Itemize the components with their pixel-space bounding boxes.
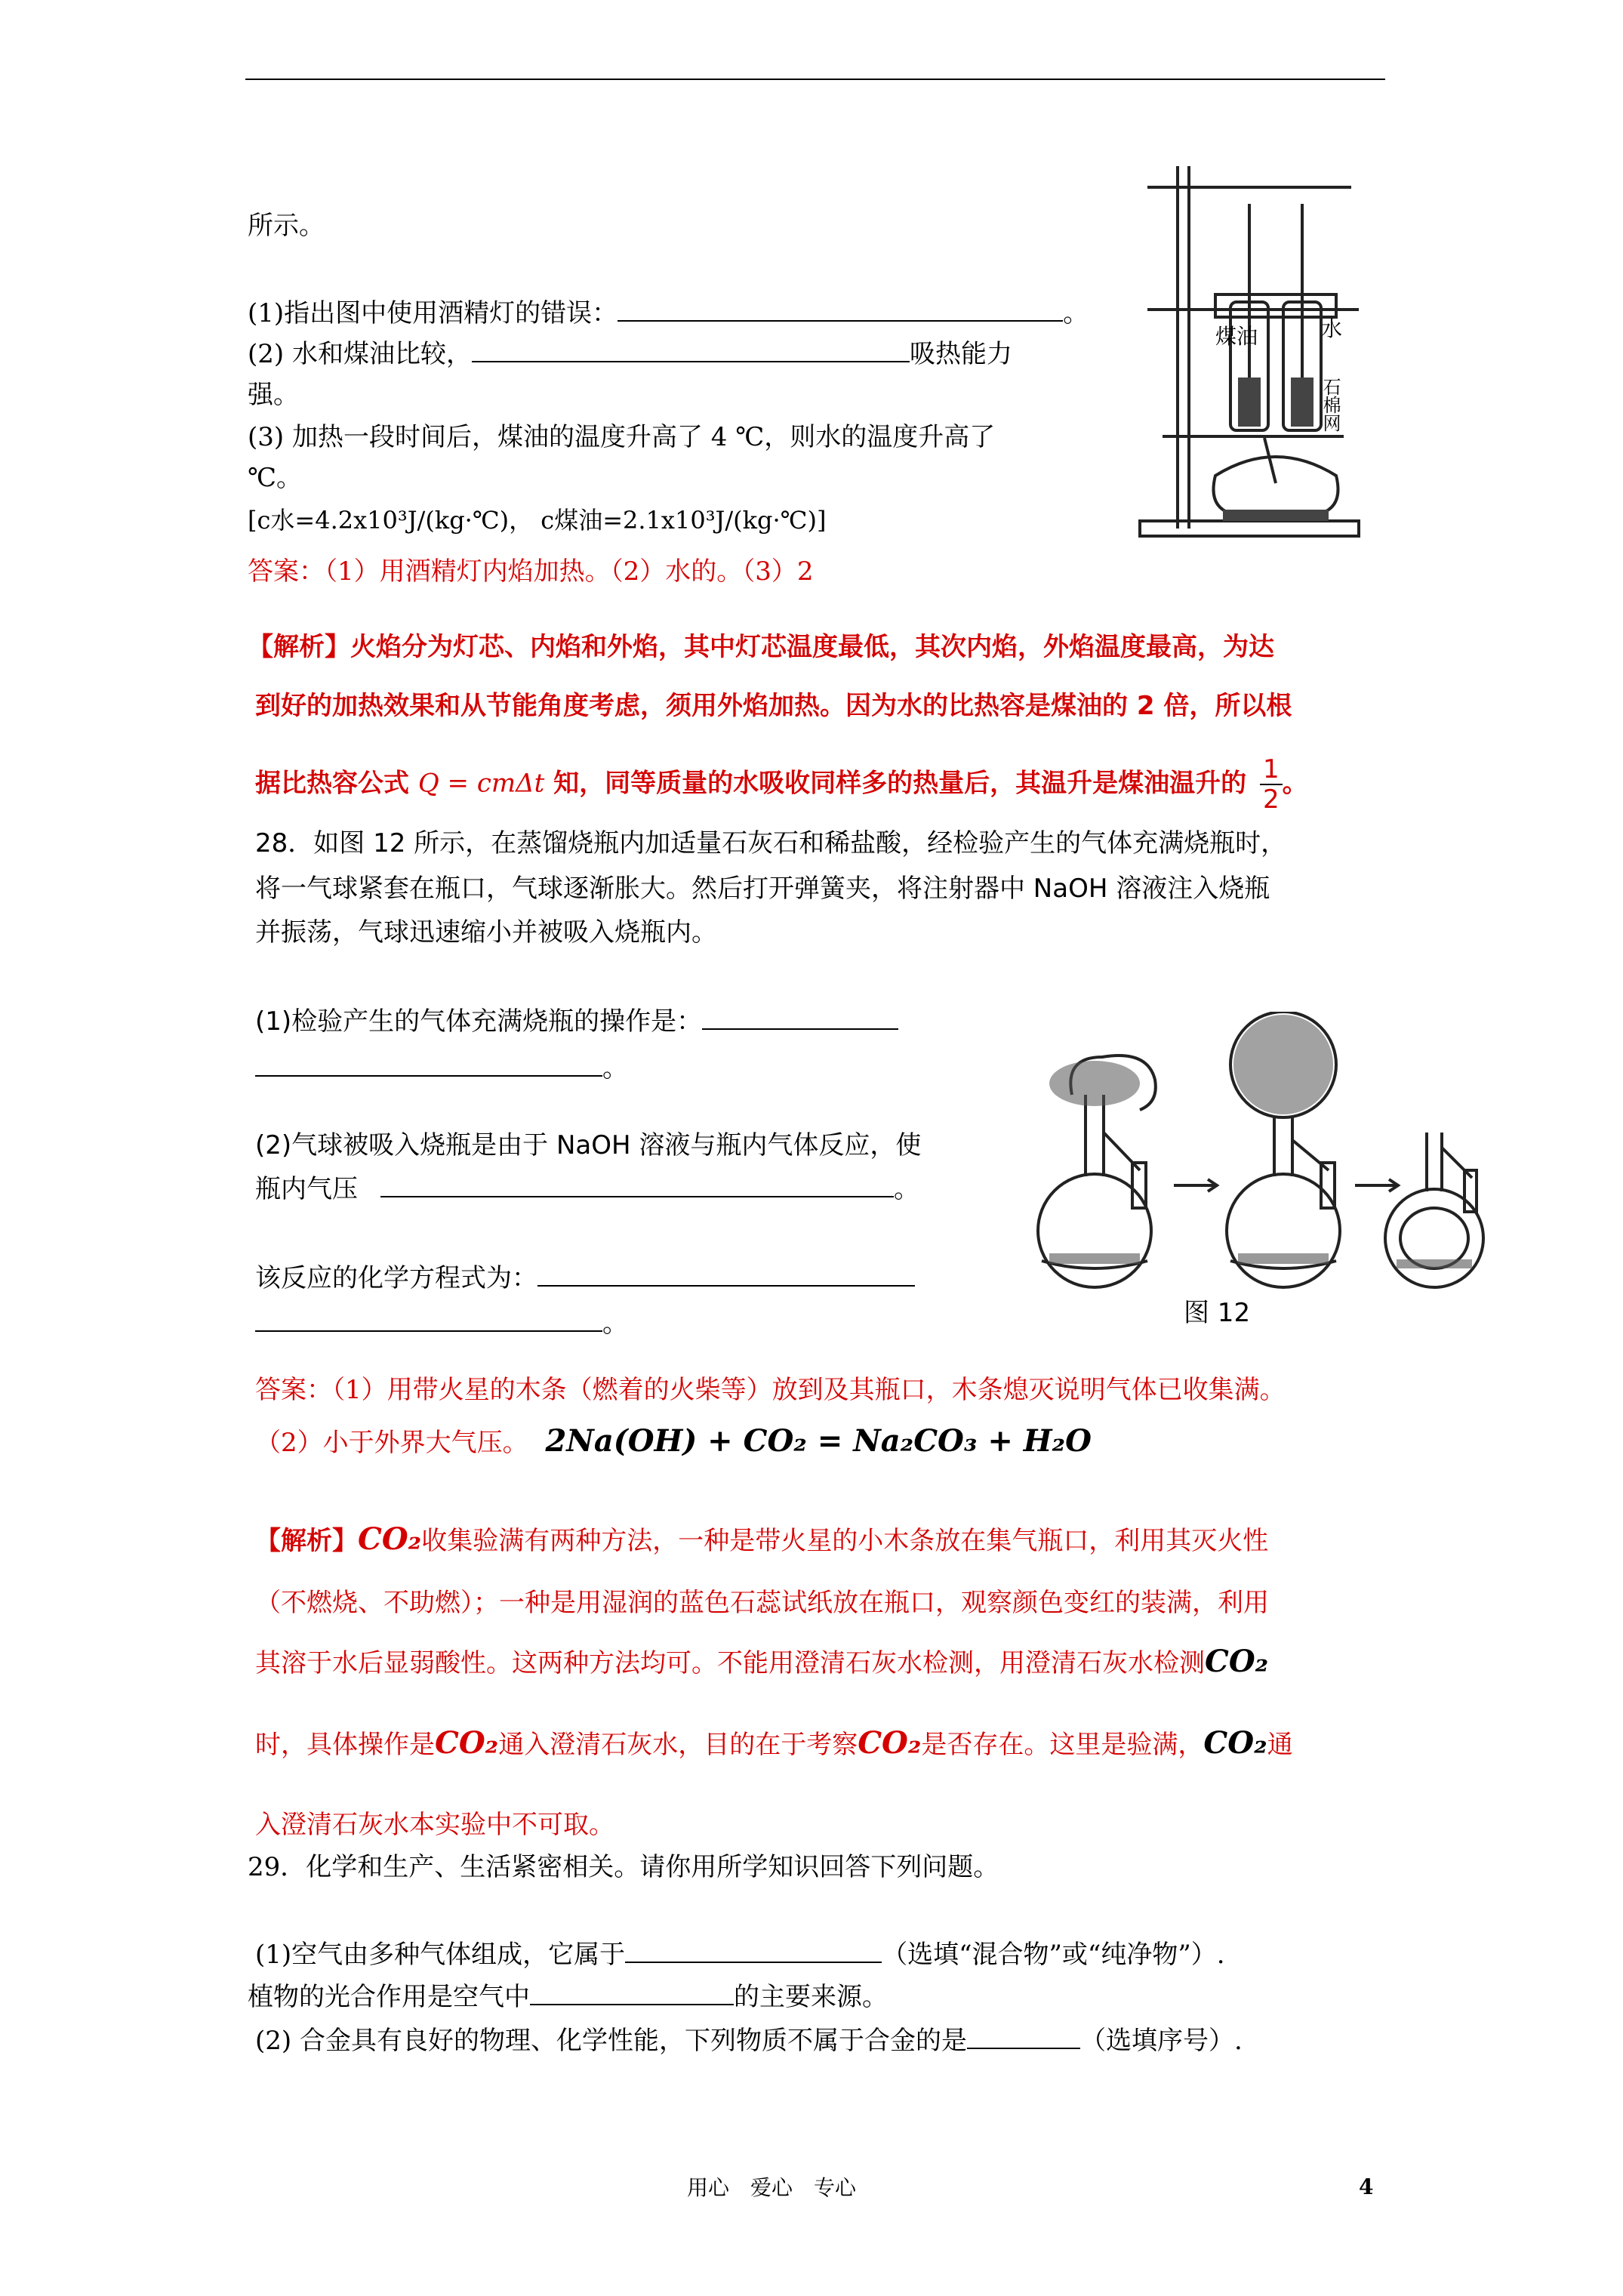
q28-q3 [255,1261,915,1296]
q27-q1-text: (1)指出图中使用酒精灯的错误： [248,298,618,328]
q28-analysis-l4c: 是否存在。这里是验满， [921,1730,1204,1760]
q27-q3: (3) 加热一段时间后，煤油的温度升高了 4 ℃，则水的温度升高了 [248,422,996,452]
q28-q1-text: (1)检验产生的气体充满烧瓶的操作是： [255,1006,703,1037]
q28-q1-blank-a[interactable] [702,1006,898,1030]
q28-co2-b: CO₂ [1205,1644,1269,1679]
q27-analysis-l1: 【解析】火焰分为灯芯、内焰和外焰，其中灯芯温度最低，其次内焰，外焰温度最高，为达 [248,632,1274,662]
q28-q2-l1: (2)气球被吸入烧瓶是由于 NaOH 溶液与瓶内气体反应，使 [255,1130,922,1160]
q28-analysis-tag: 【解析】 [255,1526,358,1556]
q27-q3-cont: ℃。 [248,463,303,493]
q28-equation: 2Na(OH) + CO₂ = Na₂CO₃ + H₂O [545,1423,1092,1459]
q27-frac-den: 2 [1263,784,1280,815]
q28-analysis-l4b: 通入澄清石灰水，目的在于考察 [498,1730,858,1760]
q28-co2-c: CO₂ [435,1725,499,1761]
q27-fig-gauze: 石棉网 [1320,378,1341,432]
q27-q2-cont: 强。 [248,380,299,410]
q28-analysis-l2: （不燃烧、不助燃）；一种是用湿润的蓝色石蕊试纸放在瓶口，观察颜色变红的装满，利用 [255,1588,1269,1618]
q28-analysis-l4d: 通 [1267,1730,1293,1760]
q27-q1 [248,296,1089,331]
q28-co2-e: CO₂ [1203,1725,1267,1761]
q28-q2-text: 瓶内气压 [255,1174,358,1204]
q28-q1-cont [255,1051,628,1086]
q27-q2 [248,337,1012,371]
q28-analysis-l5: 入澄清石灰水本实验中不可取。 [255,1810,614,1840]
q28-q3-blank-b[interactable] [255,1308,602,1332]
q28-answer-l2-text: （2）小于外界大气压。 [255,1428,528,1458]
q28-q2-blank[interactable] [380,1173,894,1197]
q27-line0: 所示。 [248,211,325,241]
q27-analysis-l3a: 据比热容公式 [255,768,409,799]
q28-co2-a: CO₂ [358,1521,422,1557]
q28-answer-l1: 答案：（1）用带火星的木条（燃着的火柴等）放到及其瓶口，木条熄灭说明气体已收集满。 [255,1375,1286,1405]
q29-q1-b: （选填“混合物”或“纯净物”）. [882,1940,1225,1970]
footer-motto: 用心 爱心 专心 [687,2175,857,2200]
q29-q1-a: (1)空气由多种气体组成，它属于 [255,1940,626,1970]
q27-apparatus-figure [1132,151,1374,544]
q27-fraction [1260,755,1283,814]
q27-fig-kerosene: 煤油 [1215,324,1258,349]
q27-analysis-l3 [255,755,1308,814]
q29-q1-l2 [248,1980,888,2014]
q29-q1-l1 [255,1937,1225,1972]
q28-q1 [255,1004,898,1039]
q29-q2-blank[interactable] [967,2025,1080,2049]
q27-analysis-l3b: 知，同等质量的水吸收同样多的热量后，其温升是煤油温升的 [553,768,1247,799]
q27-fig-water: 水 [1321,316,1343,341]
header-rule [245,79,1385,80]
q27-q1-blank[interactable] [617,297,1063,322]
q28-analysis-l4a: 时，具体操作是 [255,1730,435,1760]
q27-analysis-l2: 到好的加热效果和从节能角度考虑，须用外焰加热。因为水的比热容是煤油的 2 倍，所以根 [255,691,1292,721]
q28-figure-12 [1012,1012,1495,1344]
q28-q2-l2 [255,1172,919,1207]
q28-answer-l2 [255,1424,1092,1460]
q29-q2-b: （选填序号）. [1079,2026,1243,2056]
q28-q2-end: 。 [894,1174,919,1204]
page-number: 4 [1359,2174,1374,2199]
q29-intro: 29．化学和生产、生活紧密相关。请你用所学知识回答下列问题。 [248,1852,999,1882]
q28-analysis-l4 [255,1726,1293,1762]
q28-figure-caption: 图 12 [1184,1298,1251,1328]
q28-co2-d: CO₂ [858,1725,922,1761]
q29-q2 [255,2023,1243,2058]
q28-q3-text: 该反应的化学方程式为： [255,1263,537,1293]
q28-intro-l2: 将一气球紧套在瓶口，气球逐渐胀大。然后打开弹簧夹，将注射器中 NaOH 溶液注入烧瓶 [255,874,1270,904]
q27-q2-blank[interactable] [472,338,910,362]
q29-q2-a: (2) 合金具有良好的物理、化学性能，下列物质不属于合金的是 [255,2026,967,2056]
q28-q1-blank-b[interactable] [255,1052,602,1077]
q28-analysis-l1b: 收集验满有两种方法，一种是带火星的小木条放在集气瓶口，利用其灭火性 [421,1526,1269,1556]
q29-q1-blank-b[interactable] [530,1981,734,2005]
q28-q1-end: 。 [602,1053,628,1083]
q29-q1-d: 的主要来源。 [734,1982,888,2012]
q27-q1-end: 。 [1063,298,1089,328]
q27-q2-end: 吸热能力 [909,339,1012,369]
q28-analysis-l3-text: 其溶于水后显弱酸性。这两种方法均可。不能用澄清石灰水检测，用澄清石灰水检测 [255,1648,1205,1678]
q28-intro-l1: 28．如图 12 所示，在蒸馏烧瓶内加适量石灰石和稀盐酸，经检验产生的气体充满烧瓶时， [255,828,1287,858]
q28-analysis-l1 [255,1522,1268,1558]
q27-answer: 答案：（1）用酒精灯内焰加热。（2）水的。（3）2 [248,556,814,587]
q28-q3-end: 。 [602,1308,628,1339]
q28-analysis-l3 [255,1644,1268,1681]
q27-constants: [c水=4.2x10³J/(kg·℃)， c煤油=2.1x10³J/(kg·℃)] [248,506,827,535]
q28-q3-cont [255,1306,628,1341]
q27-formula: Q = cmΔt [417,768,545,799]
q27-frac-num: 1 [1260,755,1283,785]
q28-intro-l3: 并振荡，气球迅速缩小并被吸入烧瓶内。 [255,917,717,948]
q27-analysis-l3-end: 。 [1282,768,1308,799]
q27-q2-text: (2) 水和煤油比较， [248,339,472,369]
q28-q3-blank-a[interactable] [537,1262,915,1287]
q29-q1-c: 植物的光合作用是空气中 [248,1982,530,2012]
q29-q1-blank-a[interactable] [625,1939,882,1963]
